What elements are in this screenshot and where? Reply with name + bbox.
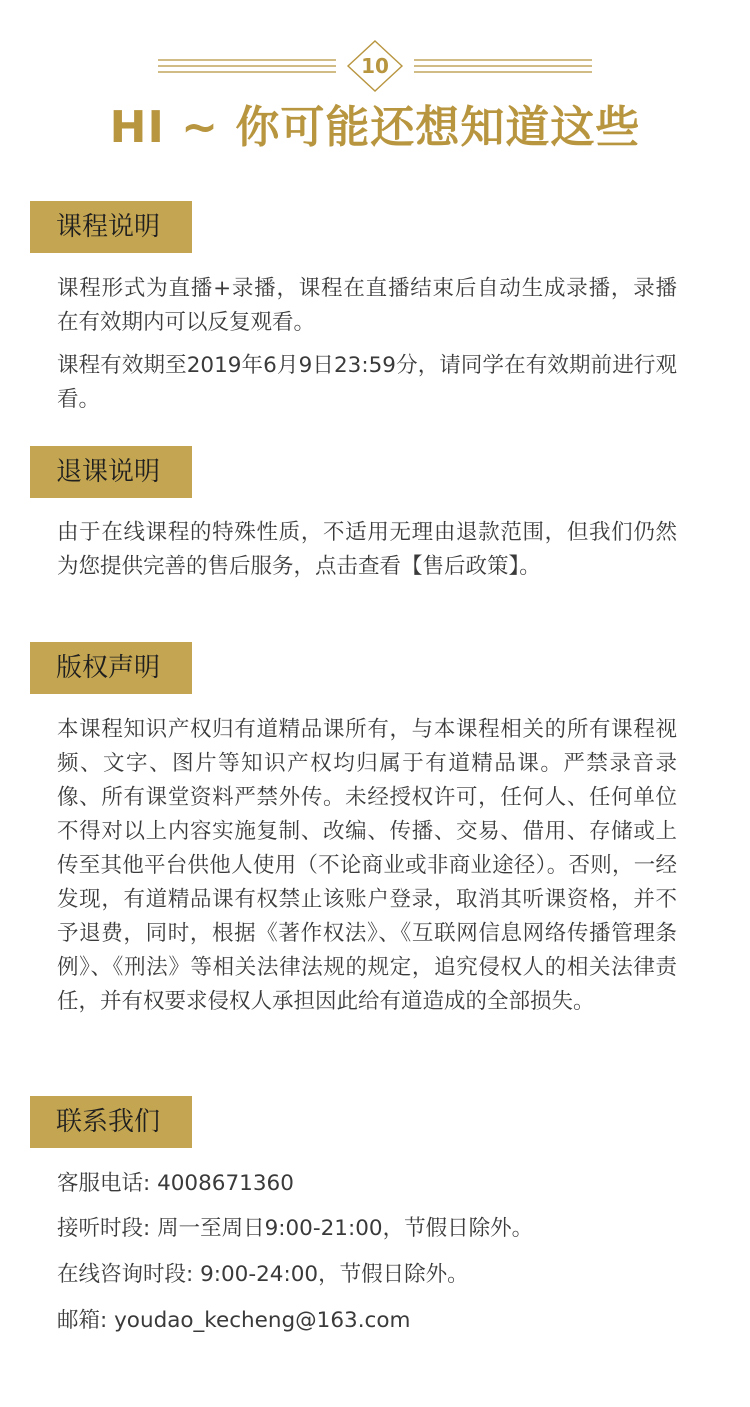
page-header	[0, 0, 750, 170]
course-paragraph-2: 课程有效期至2019年6月9日23:59分，请同学在有效期前进行观看。	[57, 353, 677, 412]
section-label-refund: 退课说明	[30, 446, 192, 498]
section-label-course: 课程说明	[30, 201, 192, 253]
section-label-contact: 联系我们	[30, 1096, 192, 1148]
section-number-badge: 10	[361, 54, 389, 78]
section-label-copyright: 版权声明	[30, 642, 192, 694]
course-paragraph-1: 课程形式为直播+录播，课程在直播结束后自动生成录播，录播在有效期内可以反复观看。	[57, 276, 677, 335]
page-title: HI ~ 你可能还想知道这些	[109, 102, 641, 153]
contact-online-hours: 在线咨询时段: 9:00-24:00，节假日除外。	[57, 1262, 469, 1287]
copyright-paragraph: 本课程知识产权归有道精品课所有，与本课程相关的所有课程视频、文字、图片等知识产权均归属于有道精品课。严禁录音录像、所有课堂资料严禁外传。未经授权许可，任何人、任何单位不得对以上内容实施复制、改编、传播、交易、借用、存储或上传至其他平台供他人使用（不论商业或非商业途径）。否则，一经发现，有道精品课有权禁止该账户登录，取消其听课资格，并不予退费，同时，根据《著作权法》、《互联网信息网络传播管理条例》、《刑法》等相关法律法规的规定，追究侵权人的相关法律责任，并有权要求侵权人承担因此给有道造成的全部损失。	[57, 717, 677, 1014]
contact-email: 邮箱: youdao_kecheng@163.com	[57, 1308, 411, 1333]
refund-paragraph: 由于在线课程的特殊性质，不适用无理由退款范围，但我们仍然为您提供完善的售后服务，点击查看【售后政策】。	[57, 520, 677, 579]
contact-phone: 客服电话: 4008671360	[57, 1171, 294, 1196]
contact-hours: 接听时段: 周一至周日9:00-21:00，节假日除外。	[57, 1216, 534, 1241]
